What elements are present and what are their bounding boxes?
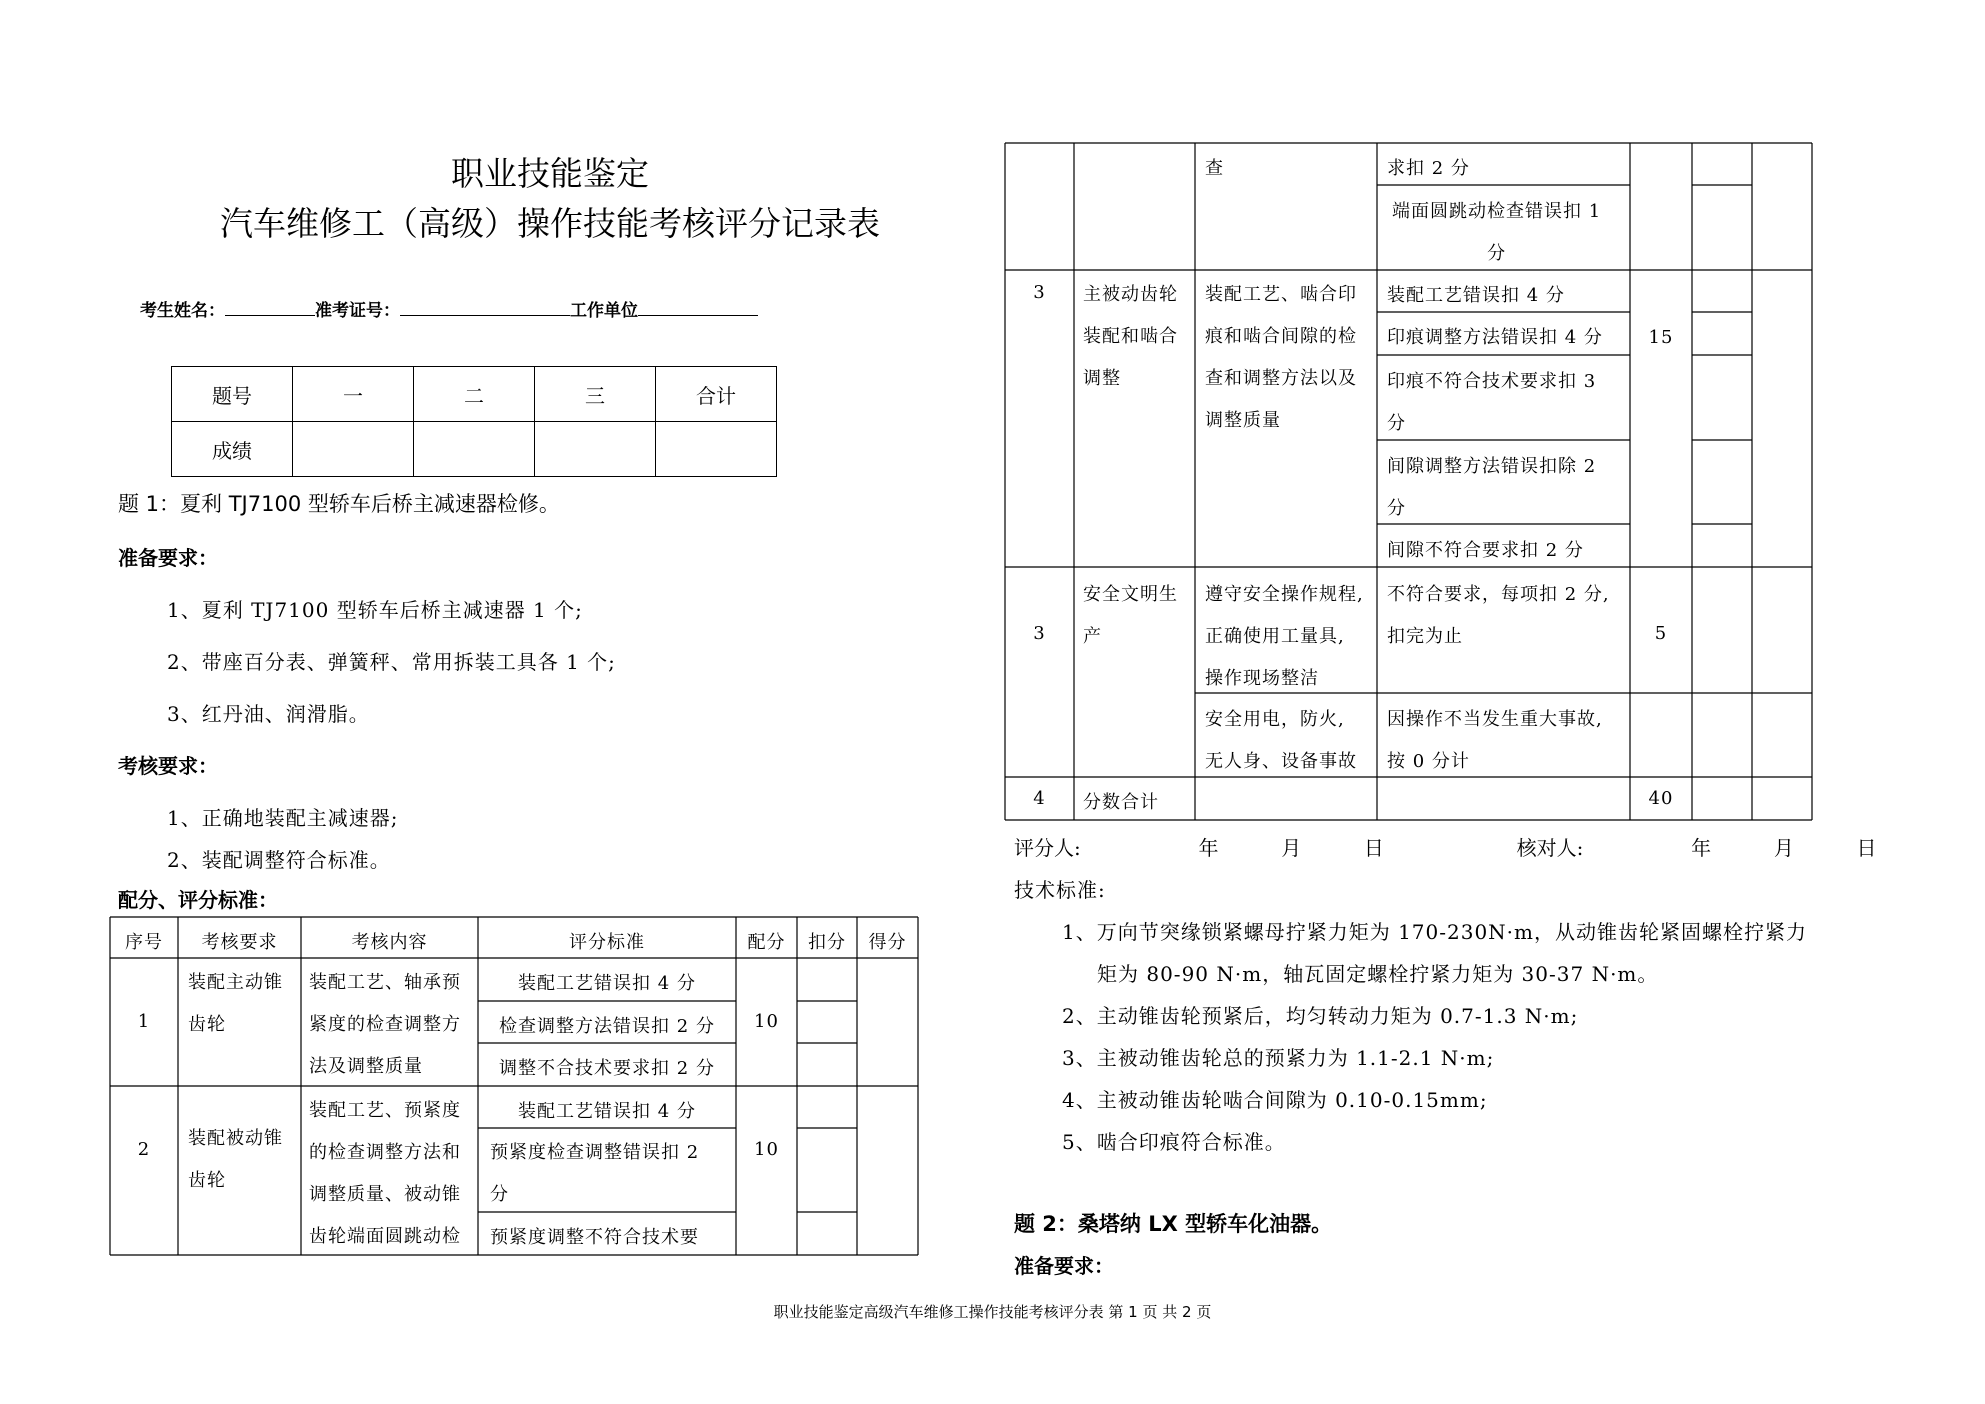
row2-content-line: 齿轮端面圆跳动检 [309,1226,461,1247]
row5-points: 40 [1648,788,1674,809]
row1-req-line: 装配主动锥 [188,972,283,993]
row1-no: 1 [137,1011,151,1032]
row1-content [309,962,461,1088]
tech-item: 2、主动锥齿轮预紧后，均匀转动力矩为 0.7-1.3 N·m; [1062,1004,1579,1028]
row1-points: 10 [754,1011,779,1032]
row2-points: 10 [754,1139,779,1160]
q1-prep-heading: 准备要求： [118,546,218,570]
row3-req [1083,274,1178,400]
row2-crit [490,1132,699,1216]
row3-crit: 间隙不符合要求扣 2 分 [1387,540,1584,561]
row2-crit-line: 预紧度检查调整错误扣 2 [490,1142,700,1163]
row4-content [1205,574,1364,700]
grader-label: 评分人: [1014,836,1081,860]
q2-prep-heading: 准备要求： [1014,1254,1114,1278]
row3-content-line: 痕和啮合间隙的检 [1205,326,1357,347]
score-row-label: 成绩 [172,422,293,477]
row4-crit-line: 扣完为止 [1387,626,1463,647]
row3-content-line: 调整质量 [1205,410,1281,431]
grading-header-deduct: 扣分 [808,932,846,953]
row4-no: 3 [1033,623,1046,644]
row1-crit: 装配工艺错误扣 4 分 [518,973,696,994]
row3-crit: 印痕调整方法错误扣 4 分 [1387,327,1603,348]
row2-crit: 装配工艺错误扣 4 分 [518,1101,696,1122]
row2-crit-line: 分 [490,1184,509,1205]
row2-crit: 预紧度调整不符合技术要 [490,1227,699,1248]
row1-crit: 检查调整方法错误扣 2 分 [499,1016,715,1037]
tech-item: 5、啮合印痕符合标准。 [1062,1130,1286,1154]
grading-header-score: 得分 [868,932,907,953]
row1-req [188,962,283,1046]
q1-exam-heading: 考核要求： [118,754,218,778]
score-header-no: 题号 [172,367,293,422]
id-label: 准考证号： [315,301,400,321]
row3-no: 3 [1033,282,1046,303]
q1-scoring-heading: 配分、评分标准： [118,888,278,912]
grader-year: 年 [1198,836,1219,860]
score-header-3: 三 [535,367,656,422]
row2c-crit [1392,191,1601,275]
row2-req [188,1118,283,1202]
tech-heading: 技术标准: [1014,878,1106,902]
q1-prep-item: 2、带座百分表、弹簧秤、常用拆装工具各 1 个; [167,650,616,674]
row3-req-line: 主被动齿轮 [1083,284,1178,305]
row2c-content: 查 [1205,158,1224,179]
signature-line [1014,832,1877,861]
row3-req-line: 装配和啮合 [1083,326,1178,347]
row3-crit [1387,446,1596,530]
q1-prep-item: 1、夏利 TJ7100 型轿车后桥主减速器 1 个; [167,598,583,622]
row4b-crit-line: 因操作不当发生重大事故, [1387,709,1603,730]
checker-label: 核对人: [1516,836,1584,860]
row4-points: 5 [1654,623,1668,644]
score-header-1: 一 [293,367,414,422]
row4-content-line: 正确使用工量具, [1205,626,1345,647]
name-label: 考生姓名： [140,301,225,321]
row1-req-line: 齿轮 [188,1014,226,1035]
q1-prep-item: 3、红丹油、润滑脂。 [167,702,370,726]
row3-content [1205,274,1357,442]
row2-content [309,1090,461,1258]
checker-day: 日 [1856,836,1877,860]
tech-item: 矩为 80-90 N·m，轴瓦固定螺栓拧紧力矩为 30-37 N·m。 [1097,962,1659,986]
row3-points: 15 [1648,327,1674,348]
row2-req-line: 齿轮 [188,1170,226,1191]
page-footer: 职业技能鉴定高级汽车维修工操作技能考核评分表 第 1 页 共 2 页 [773,1303,1212,1321]
grader-day: 日 [1363,836,1384,860]
row2-req-line: 装配被动锥 [188,1128,283,1149]
row4-content-line: 遵守安全操作规程, [1205,584,1364,605]
row5-label: 分数合计 [1083,792,1159,813]
row1-crit: 调整不合技术要求扣 2 分 [499,1058,715,1079]
row5-no: 4 [1033,788,1046,809]
q2-title: 题 2：桑塔纳 LX 型轿车化油器。 [1014,1212,1333,1236]
row2c-crit-line: 端面圆跳动检查错误扣 1 [1392,201,1602,222]
row4-req-line: 安全文明生 [1083,584,1178,605]
tech-item: 1、万向节突缘锁紧螺母拧紧力矩为 170-230N·m，从动锥齿轮紧固螺栓拧紧力 [1062,920,1808,944]
checker-year: 年 [1691,836,1712,860]
row4-content-line: 操作现场整洁 [1205,668,1319,689]
row3-crit-line: 分 [1387,413,1406,434]
row2c-crit: 求扣 2 分 [1387,158,1470,179]
row3-crit-line: 间隙调整方法错误扣除 2 [1387,456,1597,477]
unit-label: 工作单位 [570,301,638,321]
grading-header-req: 考核要求 [201,932,278,953]
tech-item: 3、主被动锥齿轮总的预紧力为 1.1-2.1 N·m; [1062,1046,1495,1070]
row2-content-line: 装配工艺、预紧度 [309,1100,461,1121]
grader-month: 月 [1281,836,1302,860]
row4b-content-line: 无人身、设备事故 [1205,751,1357,772]
row1-content-line: 紧度的检查调整方 [309,1014,461,1035]
row3-crit: 装配工艺错误扣 4 分 [1387,285,1565,306]
doc-title-line1: 职业技能鉴定 [451,154,649,193]
q1-exam-item: 1、正确地装配主减速器; [167,806,399,830]
row3-crit-line: 印痕不符合技术要求扣 3 [1387,371,1597,392]
row3-req-line: 调整 [1083,368,1121,389]
score-header-total: 合计 [656,367,777,422]
grading-header-content: 考核内容 [351,932,428,953]
row3-content-line: 查和调整方法以及 [1205,368,1357,389]
grading-header-points: 配分 [747,932,786,953]
row4b-crit-line: 按 0 分计 [1387,751,1470,772]
score-header-2: 二 [414,367,535,422]
row4-req [1083,574,1178,658]
row3-content-line: 装配工艺、啮合印 [1205,284,1357,305]
checker-month: 月 [1773,836,1794,860]
row4b-content-line: 安全用电，防火, [1205,709,1345,730]
row1-content-line: 装配工艺、轴承预 [309,972,461,993]
row3-crit-line: 分 [1387,498,1406,519]
row4-crit [1387,574,1610,658]
row2-content-line: 调整质量、被动锥 [309,1184,461,1205]
doc-title-line2: 汽车维修工（高级）操作技能考核评分记录表 [220,204,880,243]
tech-item: 4、主被动锥齿轮啮合间隙为 0.10-0.15mm; [1062,1088,1488,1112]
row2-content-line: 的检查调整方法和 [309,1142,461,1163]
row4-crit-line: 不符合要求，每项扣 2 分, [1387,584,1610,605]
q1-exam-item: 2、装配调整符合标准。 [167,848,391,872]
q1-title: 题 1：夏利 TJ7100 型轿车后桥主减速器检修。 [118,492,560,516]
grading-header-no: 序号 [125,932,163,953]
row4-req-line: 产 [1083,626,1102,647]
grading-header-criteria: 评分标准 [569,932,645,953]
row1-content-line: 法及调整质量 [309,1056,423,1077]
row3-crit [1387,361,1596,445]
row2-no: 2 [137,1139,151,1160]
row2c-crit-line: 分 [1487,243,1507,264]
row4b-content [1205,699,1357,783]
row4b-crit [1387,699,1603,783]
